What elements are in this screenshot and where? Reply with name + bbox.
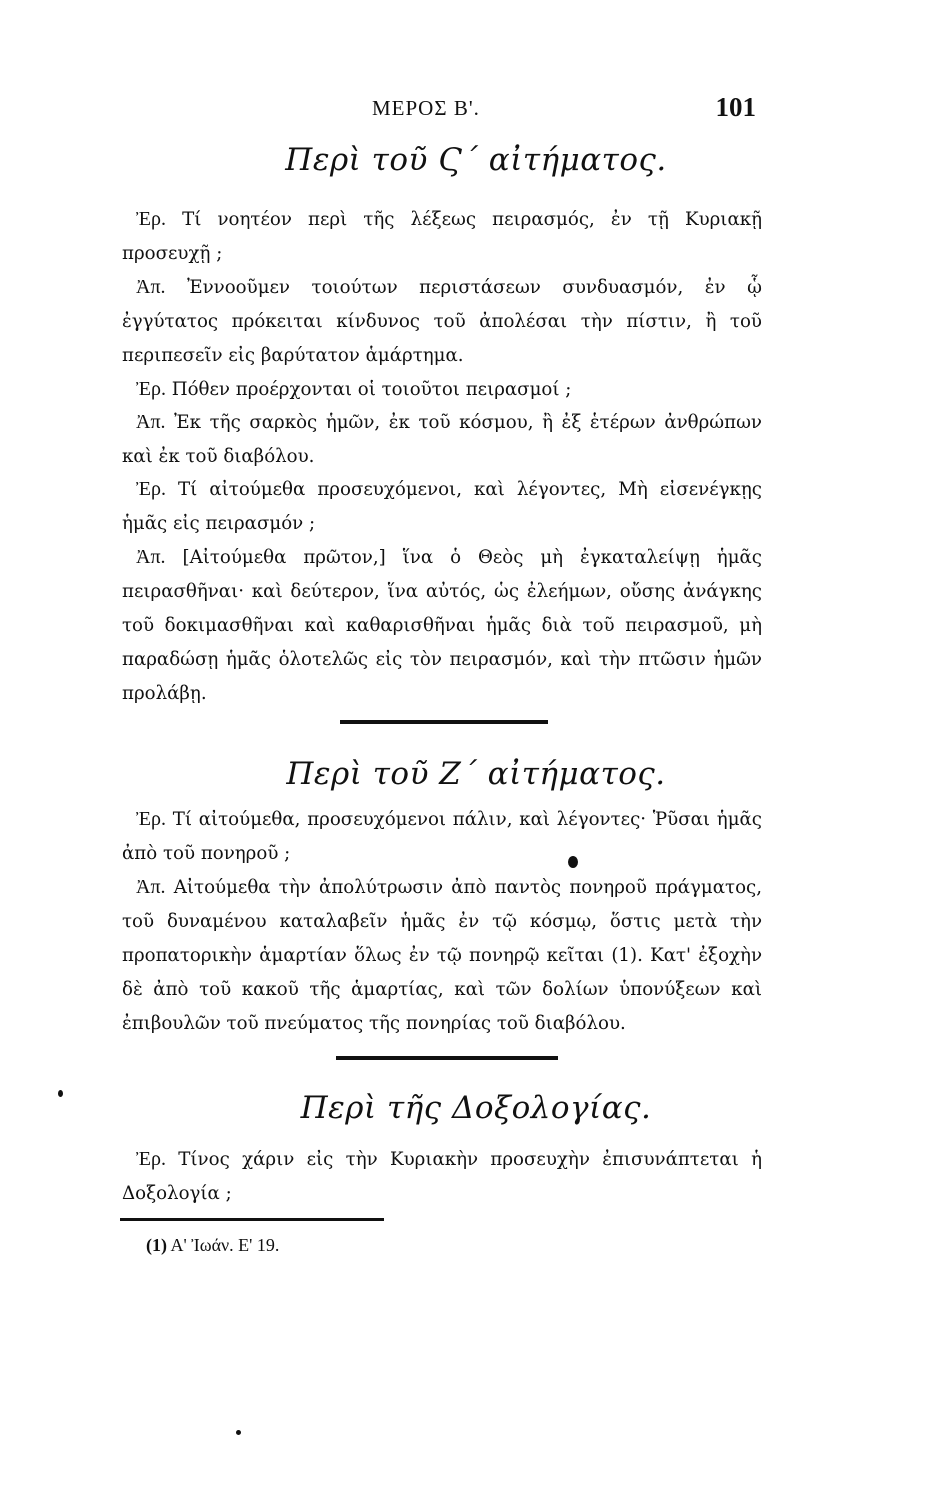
answer-paragraph (122, 405, 762, 474)
paragraph-text: Ἐννοοῦμεν τοιούτων περιστάσεων συνδυασμόν, ἐν ᾧ ἐγγύτατος πρόκειται κίνδυνος τοῦ ἀπολέσαι τὴν πίστιν, ἢ τοῦ περιπεσεῖν εἰς βαρύτατον ἁμάρτημα. (122, 277, 762, 366)
speaker-label: Ἐρ. (136, 208, 166, 230)
paragraph-text: Αἰτούμεθα τὴν ἀπολύτρωσιν ἀπὸ παντὸς πονηροῦ πράγματος, τοῦ δυναμένου καταλαβεῖν ἡμᾶς ἐν τῷ κόσμῳ, ὅστις μετὰ τὴν προπατορικὴν ἁμαρτίαν ὅλως ἐν τῷ πονηρῷ κεῖται (1). Κατ' ἐξοχὴν δὲ ἀπὸ τοῦ κακοῦ τῆς ἁμαρτίας, καὶ τῶν δολίων ὑπονύξεων καὶ ἐπιβουλῶν τοῦ πνεύματος τῆς πονηρίας τοῦ διαβόλου. (122, 877, 762, 1034)
footnote-mark: (1) (146, 1235, 167, 1255)
paragraph-text: Τίνος χάριν εἰς τὴν Κυριακὴν προσευχὴν ἐπισυνάπτεται ἡ Δοξολογία ; (122, 1149, 762, 1204)
section-divider (340, 720, 548, 724)
speaker-label: Ἀπ. (136, 546, 166, 568)
speaker-label: Ἀπ. (136, 876, 166, 898)
footnote (146, 1235, 446, 1256)
section-divider (336, 1056, 558, 1060)
paragraph-text: Τί νοητέον περὶ τῆς λέξεως πειρασμός, ἐν τῇ Κυριακῇ προσευχῇ ; (122, 209, 762, 264)
footnote-text: Α' Ἰωάν. Ε' 19. (170, 1235, 280, 1255)
ink-speck (236, 1430, 241, 1435)
speaker-label: Ἐρ. (136, 478, 166, 500)
section-heading-doxology: Περὶ τῆς Δοξολογίας. (300, 1090, 652, 1126)
speaker-label: Ἐρ. (136, 378, 166, 400)
speaker-label: Ἐρ. (136, 1148, 166, 1170)
ink-speck (568, 856, 578, 868)
answer-paragraph (122, 540, 762, 711)
question-paragraph (122, 1142, 762, 1211)
section-heading-6th-petition: Περὶ τοῦ Ϛ΄ αἰτήματος. (285, 142, 667, 178)
question-paragraph (122, 802, 762, 871)
paragraph-text: Πόθεν προέρχονται οἱ τοιοῦτοι πειρασμοί ; (171, 379, 572, 400)
running-title: ΜΕΡΟΣ Β'. (372, 96, 480, 120)
speaker-label: Ἀπ. (136, 411, 166, 433)
paragraph-text: Ἐκ τῆς σαρκὸς ἡμῶν, ἐκ τοῦ κόσμου, ἢ ἐξ ἑτέρων ἀνθρώπων καὶ ἐκ τοῦ διαβόλου. (122, 412, 762, 467)
section-heading-7th-petition: Περὶ τοῦ Ζ΄ αἰτήματος. (286, 756, 666, 792)
paragraph-text: Τί αἰτούμεθα, προσευχόμενοι πάλιν, καὶ λέγοντες· Ῥῦσαι ἡμᾶς ἀπὸ τοῦ πονηροῦ ; (122, 809, 762, 864)
ink-speck (58, 1090, 63, 1097)
question-paragraph (122, 202, 762, 271)
question-paragraph (122, 472, 762, 541)
paragraph-text: [Αἰτούμεθα πρῶτον,] ἵνα ὁ Θεὸς μὴ ἐγκαταλείψῃ ἡμᾶς πειρασθῆναι· καὶ δεύτερον, ἵνα αὐτός, ὡς ἐλεήμων, οὔσης ἀνάγκης τοῦ δοκιμασθῆναι καὶ καθαρισθῆναι ἡμᾶς διὰ τοῦ πειρασμοῦ, μὴ παραδώσῃ ἡμᾶς ὁλοτελῶς εἰς τὸν πειρασμόν, καὶ τὴν πτῶσιν ἡμῶν προλάβῃ. (122, 547, 762, 704)
question-paragraph (122, 372, 762, 407)
running-header (120, 92, 760, 130)
answer-paragraph (122, 870, 762, 1041)
answer-paragraph (122, 270, 762, 373)
page-number: 101 (715, 92, 756, 122)
speaker-label: Ἀπ. (136, 276, 166, 298)
speaker-label: Ἐρ. (136, 808, 166, 830)
footnote-rule (120, 1218, 384, 1221)
paragraph-text: Τί αἰτούμεθα προσευχόμενοι, καὶ λέγοντες, Μὴ εἰσενέγκῃς ἡμᾶς εἰς πειρασμόν ; (122, 479, 762, 534)
